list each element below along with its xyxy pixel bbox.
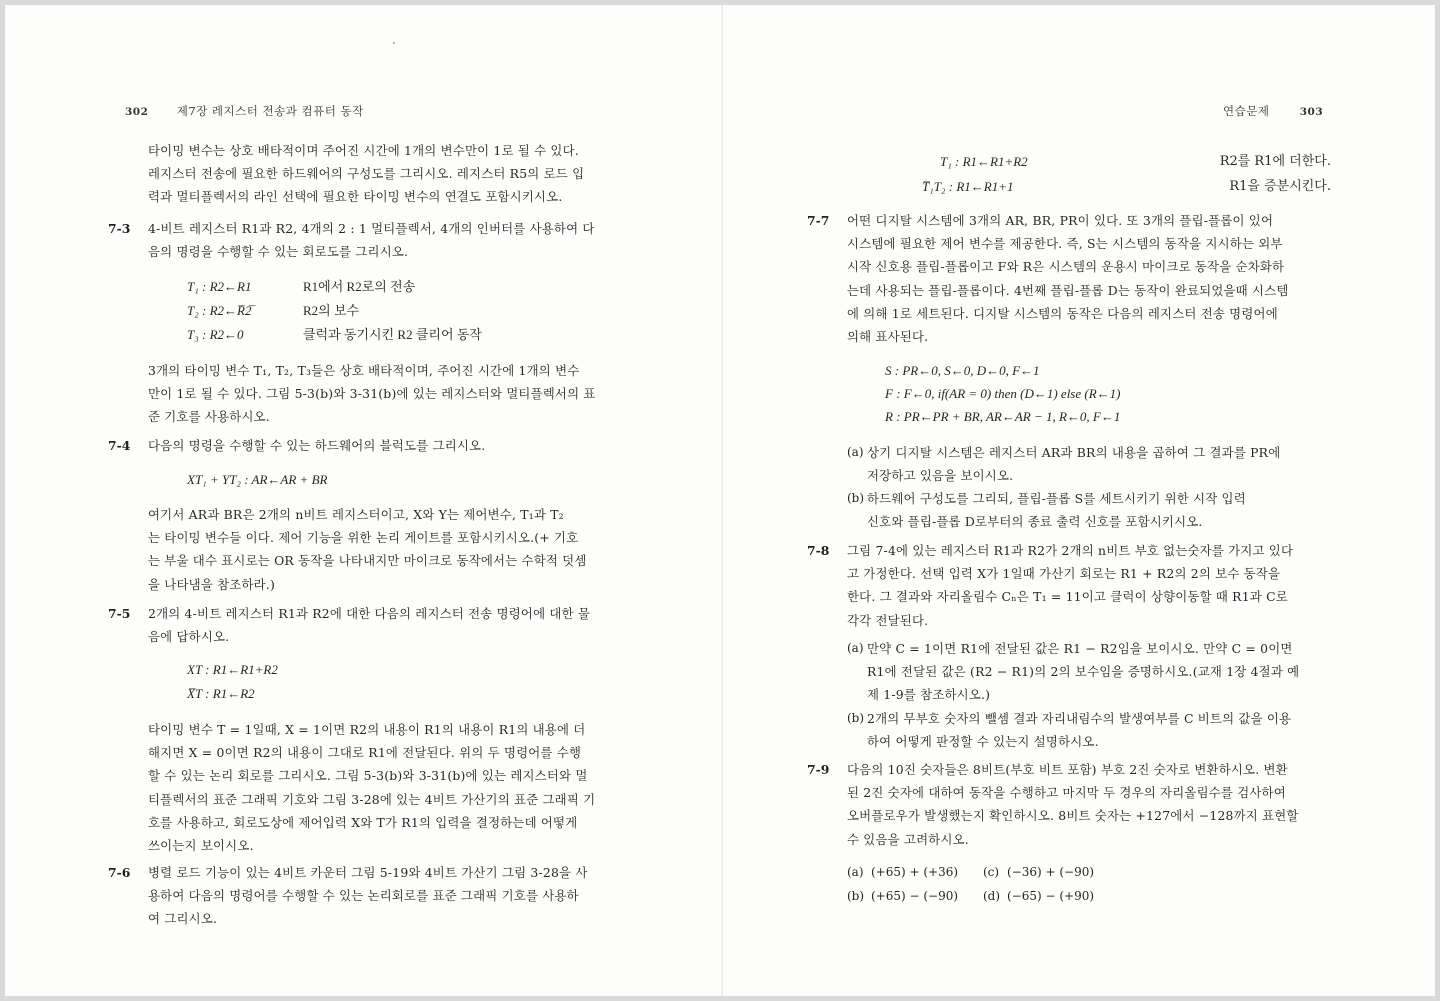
text-line: 다음의 명령을 수행할 수 있는 하드웨어의 블럭도를 그리시오. (148, 438, 486, 453)
sub-label: (a) (847, 641, 864, 655)
problem-7-6-text (148, 861, 588, 931)
problem-7-3-text (148, 217, 595, 263)
problem-number: 7-3 (108, 221, 131, 236)
equation: R : PR←PR + BR, AR←AR − 1, R←0, F←1 (885, 409, 1121, 424)
text-line: 의해 표사된다. (847, 329, 929, 345)
text-line: 2개의 무부호 숫자의 뺄셈 결과 자리내림수의 발생여부를 C 비트의 값을 이용 (867, 711, 1292, 726)
text-line: 는 타이밍 변수들 이다. 제어 기능을 위한 논리 게이트를 포함시키시오.(+ 기호 (148, 530, 579, 546)
text-line: 을 나타냄을 참조하라.) (148, 576, 275, 592)
equation: XT : R1←R1+R2 (187, 662, 278, 677)
text-line: 여기서 AR과 BR은 2개의 n비트 레지스터이고, X와 Y는 제어변수, T₁과 T₂ (148, 507, 564, 522)
text-line: 제 1-9를 참조하시오.) (867, 687, 991, 703)
sub-label: (a) (847, 445, 864, 459)
statement-expr: T₁ : R1←R1+R2 (940, 154, 1028, 169)
option-text: (−36) + (−90) (1007, 865, 1095, 879)
text-line: 시작 신호용 플립-플롭이고 F와 R은 시스템의 운용시 마이크로 동작을 순차화하 (847, 259, 1285, 275)
right-page-header (1223, 103, 1323, 119)
text-line: 에 의해 1로 세트된다. 디지탈 시스템의 동작은 다음의 레지스터 전송 명령어에 (847, 305, 1278, 321)
problem-number: 7-4 (108, 438, 131, 453)
problem-7-3-note (148, 359, 596, 429)
text-line: R1에 전달된 값은 (R2 − R1)의 2의 보수임을 증명하시오.(교재 1장 4절과 예 (867, 664, 1300, 680)
problem-7-8a-text (867, 637, 1299, 707)
text-line: 상기 디지탈 시스템은 레지스터 AR과 BR의 내용을 곱하여 그 결과를 PR에 (867, 445, 1281, 460)
text-line: 음에 답하시오. (148, 629, 230, 645)
problem-number: 7-7 (807, 213, 830, 228)
statement-expr: T₁ : R2←R1 (187, 279, 252, 294)
left-running-title: 제7장 레지스터 전송과 컴퓨터 동작 (176, 104, 364, 118)
statement-expr: T̅₁T₂ : R1←R1+1 (922, 179, 1014, 194)
text-line: 여 그리시오. (148, 911, 218, 927)
problem-number: 7-9 (807, 762, 830, 777)
problem-number: 7-8 (807, 543, 830, 558)
problem-7-5-note (148, 718, 595, 857)
text-line: 신호와 플립-플롭 D로부터의 종료 출력 신호를 포함시키시오. (867, 514, 1203, 530)
text-line: 만이 1로 될 수 있다. 그림 5-3(b)와 3-31(b)에 있는 레지스터와 멀티플렉서의 표 (148, 386, 596, 402)
text-line: 타이밍 변수는 상호 배타적이며 주어진 시간에 1개의 변수만이 1로 될 수 있다. (148, 143, 579, 158)
text-line: 쓰이는지 보이시오. (148, 838, 254, 854)
statement-expr: T₃ : R2←0 (187, 327, 244, 342)
statement-desc: R2의 보수 (303, 303, 360, 318)
text-line: 4-비트 레지스터 R1과 R2, 4개의 2 : 1 멀티플렉서, 4개의 인버터를 사용하여 다 (148, 221, 595, 236)
left-page-header (125, 103, 364, 119)
text-line: 용하여 다음의 명령어를 수행할 수 있는 논리회로를 표준 그래픽 기호를 사용하 (148, 888, 579, 904)
statement-desc: R1에서 R2로의 전송 (303, 279, 416, 294)
text-line: 레지스터 전송에 필요한 하드웨어의 구성도를 그리시오. 레지스터 R5의 로드 입 (148, 166, 585, 182)
sub-label: (b) (847, 491, 865, 505)
text-line: 각각 전달된다. (847, 612, 929, 628)
option-label: (a) (847, 865, 864, 879)
text-line: 한다. 그 결과와 자리올림수 Cₙ은 T₁ = 11이고 클럭이 상향이동할 때 R1과 C로 (847, 589, 1288, 605)
text-line: 해지면 X = 0이면 R2의 내용이 그대로 R1에 전달된다. 위의 두 명령어를 수행 (148, 745, 582, 761)
option-text: (+65) − (−90) (871, 889, 959, 903)
text-line: 2개의 4-비트 레지스터 R1과 R2에 대한 다음의 레지스터 전송 명령어에 대한 물 (148, 606, 591, 621)
option-text: (+65) + (+36) (871, 865, 959, 879)
problem-7-9-text (847, 758, 1299, 851)
sub-label: (b) (847, 711, 865, 725)
statement-expr: T₂ : R2←R̅2̅ (187, 303, 252, 318)
text-line: 된 2진 숫자에 대하여 동작을 수행하고 마지막 두 경우의 자리올림수를 검사하여 (847, 785, 1286, 801)
text-line: 시스템에 필요한 제어 변수를 제공한다. 즉, S는 시스템의 동작을 지시하는 외부 (847, 236, 1283, 252)
option-text: (−65) − (+90) (1007, 889, 1095, 903)
option-label: (d) (983, 889, 1001, 903)
text-line: 3개의 타이밍 변수 T₁, T₂, T₃들은 상호 배타적이며, 주어진 시간에 1개의 변수 (148, 363, 580, 378)
right-running-title: 연습문제 (1223, 104, 1270, 118)
equation: XT₁ + YT₂ : AR←AR + BR (187, 472, 328, 487)
text-line: 음의 명령을 수행할 수 있는 회로도를 그리시오. (148, 244, 409, 260)
text-line: 하여 어떻게 판정할 수 있는지 설명하시오. (867, 734, 1099, 750)
option-label: (b) (847, 889, 865, 903)
text-line: 는 부울 대수 표시로는 OR 동작을 나타내지만 마이크로 동작에서는 수학적 덧셈 (148, 553, 587, 569)
text-line: 력과 멀티플렉서의 라인 선택에 필요한 타이밍 변수의 연결도 포함시키시오. (148, 189, 563, 205)
text-line: 하드웨어 구성도를 그리되, 플립-플롭 S를 세트시키기 위한 시작 입력 (867, 491, 1246, 506)
equation: F : F←0, if(AR = 0) then (D←1) else (R←1) (885, 386, 1121, 401)
text-line: 호를 사용하고, 회로도상에 제어입력 X와 T가 R1의 입력을 결정하는데 어떻게 (148, 814, 578, 830)
text-line: 준 기호를 사용하시오. (148, 409, 270, 425)
problem-number: 7-5 (108, 606, 131, 621)
text-line: 수 있음을 고려하시오. (847, 831, 969, 847)
problem-7-7a-text (867, 441, 1280, 487)
right-page-number: 303 (1299, 106, 1324, 118)
problem-7-4-text (148, 434, 485, 457)
statement-desc: 클럭과 동기시킨 R2 클리어 동작 (303, 327, 482, 342)
text-line: 만약 C = 1이면 R1에 전달된 값은 R1 − R2임을 보이시오. 만약 C = 0이면 (867, 641, 1293, 656)
text-line: 그림 7-4에 있는 레지스터 R1과 R2가 2개의 n비트 부호 없는숫자를 가지고 있다 (847, 543, 1294, 558)
text-line: 병렬 로드 기능이 있는 4비트 카운터 그림 5-19와 4비트 가산기 그림 3-28을 사 (148, 865, 588, 880)
problem-7-7-text (847, 209, 1289, 348)
problem-number: 7-6 (108, 865, 131, 880)
intro-paragraph (148, 139, 584, 209)
problem-7-8-text (847, 539, 1293, 632)
text-line: 다음의 10진 숫자들은 8비트(부호 비트 포함) 부호 2진 숫자로 변환하시오. 변환 (847, 762, 1288, 777)
text-line: 오버플로우가 발생했는지 확인하시오. 8비트 숫자는 +127에서 −128까지 표현할 (847, 808, 1299, 824)
text-line: 할 수 있는 논리 회로를 그리시오. 그림 5-3(b)와 3-31(b)에 있는 레지스터와 멀 (148, 768, 588, 784)
option-label: (c) (983, 865, 1000, 879)
text-line: 고 가정한다. 선택 입력 X가 1일때 가산기 회로는 R1 + R2의 2의 보수 동작을 (847, 566, 1281, 582)
text-line: 타이밍 변수 T = 1일때, X = 1이면 R2의 내용이 R1의 내용이 R1의 내용에 더 (148, 722, 586, 737)
statement-desc: R2를 R1에 더한다. (1219, 154, 1331, 169)
equation: S : PR←0, S←0, D←0, F←1 (885, 363, 1040, 378)
problem-7-5-text (148, 602, 590, 648)
page-gutter (721, 5, 723, 996)
problem-7-4-note (148, 503, 587, 596)
text-line: 어떤 디지탈 시스템에 3개의 AR, BR, PR이 있다. 또 3개의 플립-플롭이 있어 (847, 213, 1274, 228)
book-spread (5, 5, 1435, 996)
text-line: 티플렉서의 표준 그래픽 기호와 그림 3-28에 있는 4비트 가산기의 표준 그래픽 기 (148, 791, 596, 807)
scan-speck (393, 42, 395, 44)
problem-7-8b-text (867, 707, 1291, 753)
text-line: 는데 사용되는 플립-플롭이다. 4번째 플립-플롭 D는 동작이 완료되었을때 시스템 (847, 282, 1289, 298)
left-page-number: 302 (125, 106, 149, 118)
problem-7-7b-text (867, 487, 1246, 533)
text-line: 저장하고 있음을 보이시오. (867, 468, 1014, 484)
statement-desc: R1을 증분시킨다. (1229, 179, 1331, 194)
equation: X̅T : R1←R2 (187, 686, 255, 701)
